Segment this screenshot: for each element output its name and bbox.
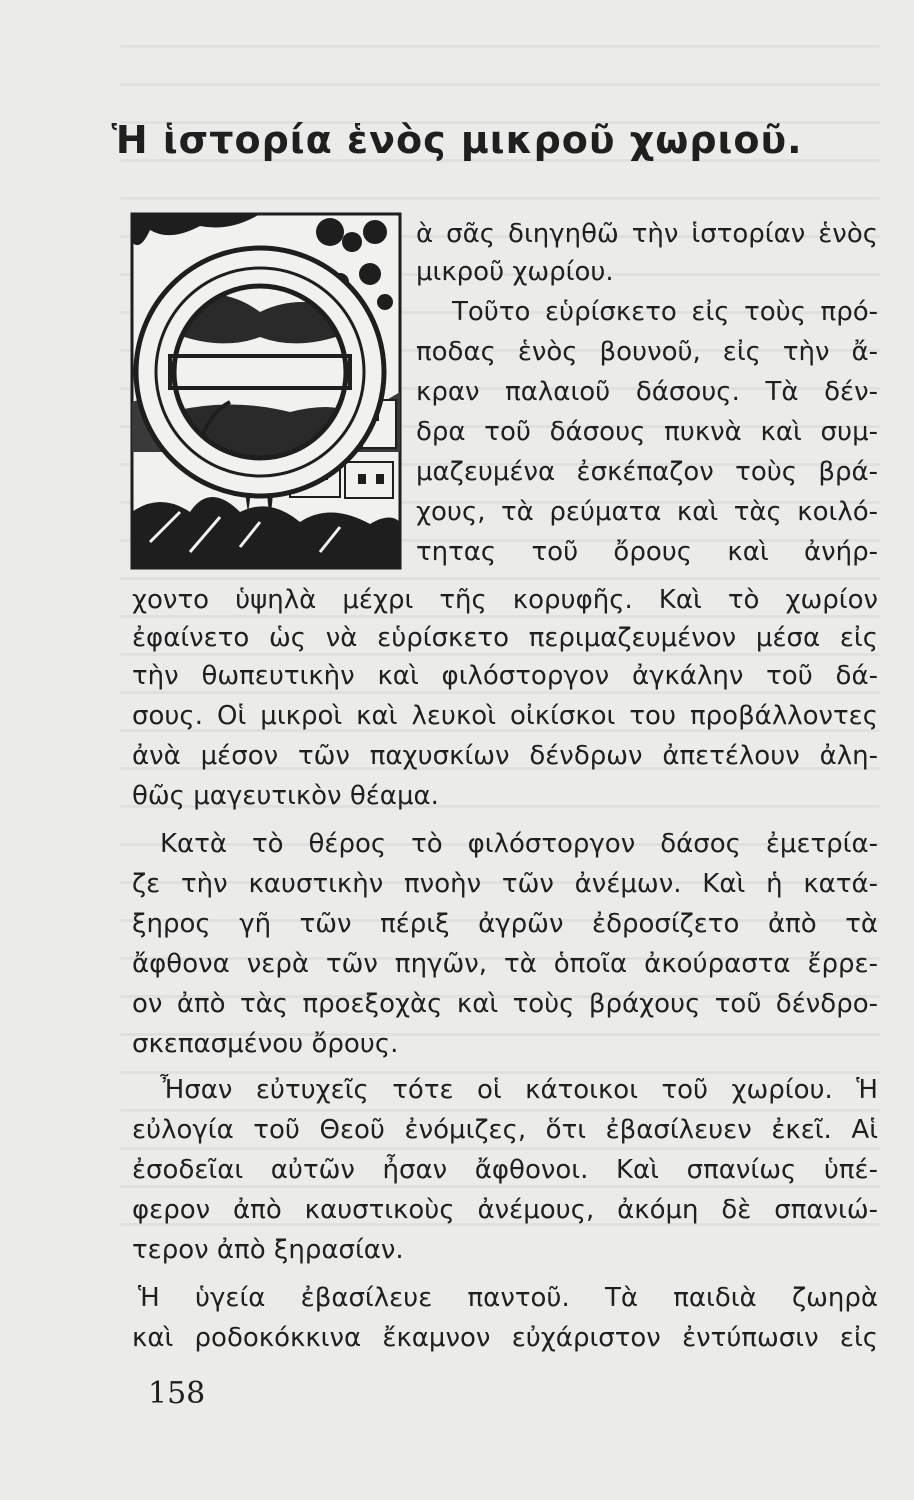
- text-line: καὶ ροδοκόκκινα ἔκαμνον εὐχάριστον ἐντύπωσιν εἰς: [132, 1323, 878, 1353]
- text-line: ζε τὴν καυστικὴν πνοὴν τῶν ἀνέμων. Καὶ ἡ κατά-: [132, 869, 878, 899]
- text-line: ὰ σᾶς διηγηθῶ τὴν ἱστορίαν ἑνὸς: [416, 219, 878, 249]
- page-number: 158: [148, 1376, 206, 1411]
- text-line: Ἦσαν εὐτυχεῖς τότε οἱ κάτοικοι τοῦ χωρίου. Ἡ: [160, 1075, 878, 1105]
- text-line: ἐσοδεῖαι αὐτῶν ἦσαν ἄφθονοι. Καὶ σπανίως ὑπέ-: [132, 1155, 878, 1185]
- text-line: μαζευμένα ἐσκέπαζον τοὺς βρά-: [416, 457, 878, 487]
- text-line: τητας τοῦ ὄρους καὶ ἀνήρ-: [416, 537, 878, 567]
- text-line: Ἡ ὑγεία ἐβασίλευε παντοῦ. Τὰ παιδιὰ ζωηρὰ: [138, 1283, 878, 1313]
- text-line: ξηρος γῆ τῶν πέριξ ἀγρῶν ἐδροσίζετο ἀπὸ τὰ: [132, 909, 878, 939]
- text-line: δρα τοῦ δάσους πυκνὰ καὶ συμ-: [416, 417, 878, 447]
- text-line: ἐφαίνετο ὡς νὰ εὑρίσκετο περιμαζευμένον μέσα εἰς: [132, 623, 878, 653]
- text-line: ποδας ἑνὸς βουνοῦ, εἰς τὴν ἄ-: [416, 337, 878, 367]
- text-line: τερον ἀπὸ ξηρασίαν.: [132, 1235, 404, 1265]
- text-line: Τοῦτο εὑρίσκετο εἰς τοὺς πρό-: [452, 297, 878, 327]
- chapter-title: Ἡ ἱστορία ἑνὸς μικροῦ χωριοῦ.: [111, 118, 803, 162]
- text-line: φερον ἀπὸ καυστικοὺς ἀνέμους, ἀκόμη δὲ σπανιώ-: [132, 1195, 878, 1225]
- text-line: χους, τὰ ρεύματα καὶ τὰς κοιλό-: [416, 497, 878, 527]
- text-line: θῶς μαγευτικὸν θέαμα.: [132, 781, 439, 811]
- drop-cap-theta-icon: [130, 212, 402, 570]
- text-line: σους. Οἱ μικροὶ καὶ λευκοὶ οἰκίσκοι του προβάλλοντες: [132, 701, 878, 731]
- text-line: ἄφθονα νερὰ τῶν πηγῶν, τὰ ὁποῖα ἀκούραστα ἔρρε-: [132, 949, 878, 979]
- text-line: ον ἀπὸ τὰς προεξοχὰς καὶ τοὺς βράχους τοῦ δένδρο-: [132, 989, 878, 1019]
- text-line: Κατὰ τὸ θέρος τὸ φιλόστοργον δάσος ἐμετρία-: [160, 829, 878, 859]
- text-line: τὴν θωπευτικὴν καὶ φιλόστοργον ἀγκάλην τοῦ δά-: [132, 661, 878, 691]
- text-line: μικροῦ χωρίου.: [416, 257, 614, 287]
- text-line: κραν παλαιοῦ δάσους. Τὰ δέν-: [416, 377, 878, 407]
- text-line: σκεπασμένου ὄρους.: [132, 1029, 399, 1059]
- text-line: χοντο ὑψηλὰ μέχρι τῆς κορυφῆς. Καὶ τὸ χωρίον: [132, 585, 878, 615]
- text-line: ἀνὰ μέσον τῶν παχυσκίων δένδρων ἀπετέλουν ἀλη-: [132, 741, 878, 771]
- text-line: εὐλογία τοῦ Θεοῦ ἐνόμιζες, ὅτι ἐβασίλευεν ἐκεῖ. Αἱ: [132, 1115, 878, 1145]
